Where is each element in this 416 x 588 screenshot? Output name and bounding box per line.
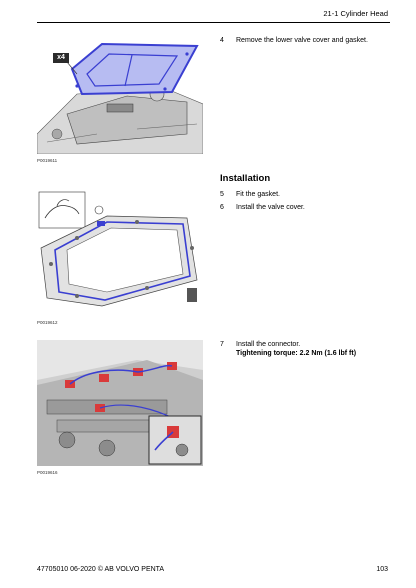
engine-illustration-1 xyxy=(37,34,203,154)
header-rule xyxy=(37,22,390,23)
step-text: Install the valve cover. xyxy=(236,204,305,211)
step-text: Fit the gasket. xyxy=(236,191,280,198)
figure-caption: P0019611 xyxy=(37,158,58,163)
page-number: 103 xyxy=(376,566,388,573)
engine-illustration-2 xyxy=(37,188,203,313)
step-number: 4 xyxy=(220,37,224,44)
step-text: Remove the lower valve cover and gasket. xyxy=(236,37,368,44)
step-number: 5 xyxy=(220,191,224,198)
footer-publication: 47705010 06-2020 © AB VOLVO PENTA xyxy=(37,566,165,573)
figure-connector-install xyxy=(37,340,203,466)
figure-valve-cover-removal xyxy=(37,34,203,154)
quantity-badge: x4 xyxy=(53,53,69,63)
step-body xyxy=(236,340,406,358)
figure-gasket-fitting xyxy=(37,188,203,313)
step-number: 7 xyxy=(220,341,224,348)
tightening-torque: Tightening torque: 2.2 Nm (1.6 lbf ft) xyxy=(236,350,357,357)
figure-caption: P0019612 xyxy=(37,320,58,325)
page-header-title: 21-1 Cylinder Head xyxy=(323,9,388,18)
step-number: 6 xyxy=(220,204,224,211)
section-heading: Installation xyxy=(220,173,271,184)
step-text: Install the connector. xyxy=(236,341,301,348)
engine-illustration-3 xyxy=(37,340,203,466)
figure-caption: P0019616 xyxy=(37,470,58,475)
